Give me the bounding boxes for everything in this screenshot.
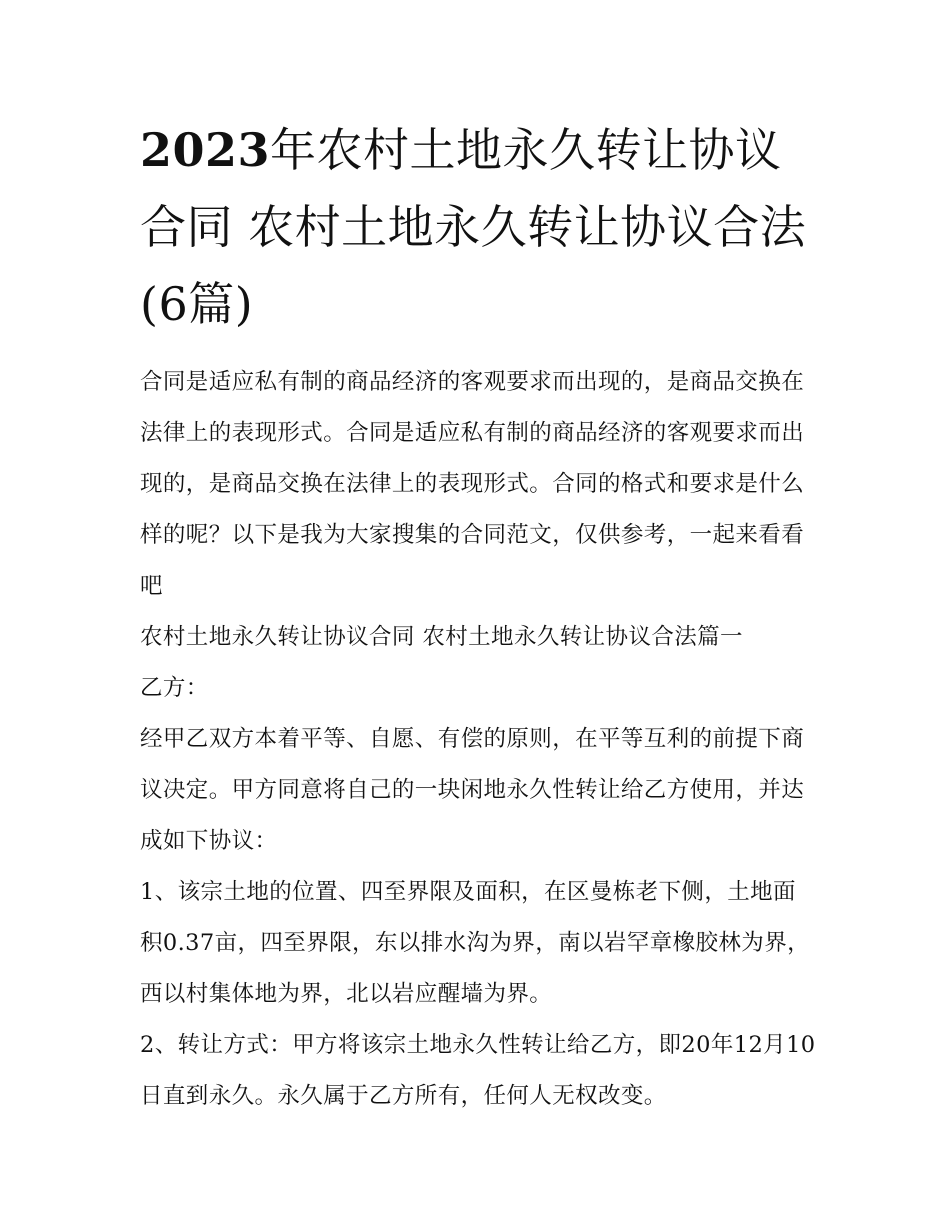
clause-1: 1、该宗土地的位置、四至界限及面积，在区曼栋老下侧，土地面积0.37亩，四至界限，东以排水沟为界，南以岩罕章橡胶林为界，西以村集体地为界，北以岩应醒墙为界。	[140, 879, 810, 1007]
agreement-preamble: 经甲乙双方本着平等、自愿、有偿的原则，在平等互利的前提下商议决定。甲方同意将自己的一块闲地永久性转让给乙方使用，并达成如下协议：	[140, 726, 805, 854]
title-year: 2023	[140, 123, 271, 177]
section-heading: 农村土地永久转让协议合同 农村土地永久转让协议合法篇一	[140, 624, 743, 650]
clause-2: 2、转让方式：甲方将该宗土地永久性转让给乙方，即20年12月10日直到永久。永久属于乙方所有，任何人无权改变。	[140, 1032, 816, 1109]
party-b-line: 乙方：	[140, 675, 209, 701]
document-title: 2023年农村土地永久转让协议合同 农村土地永久转让协议合法(6篇)	[140, 123, 807, 331]
intro-paragraph: 合同是适应私有制的商品经济的客观要求而出现的，是商品交换在法律上的表现形式。合同是适应私有制的商品经济的客观要求而出现的，是商品交换在法律上的表现形式。合同的格式和要求是什么样的呢？以下是我为大家搜集的合同范文，仅供参考，一起来看看吧	[140, 369, 805, 599]
document-body	[140, 357, 816, 1122]
